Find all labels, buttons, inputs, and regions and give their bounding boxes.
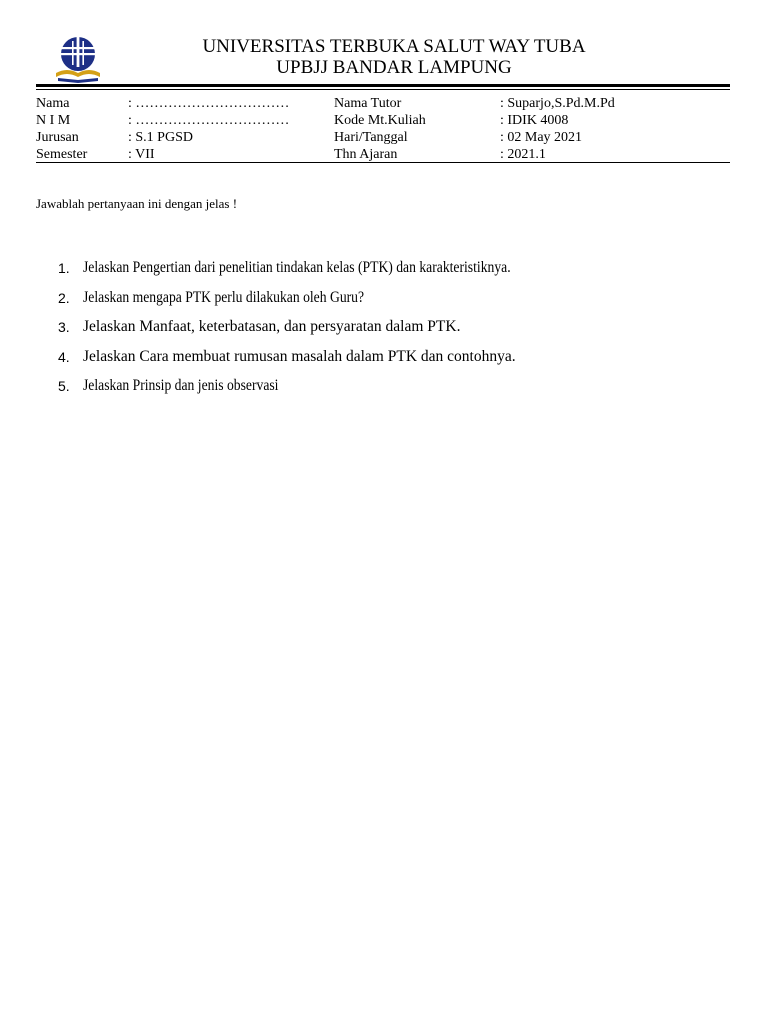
institution-title: UNIVERSITAS TERBUKA SALUT WAY TUBA <box>202 36 586 57</box>
tutor-value: : Suparjo,S.Pd.M.Pd <box>500 96 615 111</box>
student-info-block <box>36 95 730 163</box>
academic-year-label: Thn Ajaran <box>334 147 398 162</box>
nim-label: N I M <box>36 113 71 128</box>
question-text: Jelaskan Prinsip dan jenis observasi <box>83 377 279 394</box>
question-text: Jelaskan Cara membuat rumusan masalah dalam PTK dan contohnya. <box>83 347 516 365</box>
question-text: Jelaskan mengapa PTK perlu dilakukan oleh Guru? <box>83 288 365 306</box>
unit-title: UPBJJ BANDAR LAMPUNG <box>276 57 512 78</box>
question-text: Jelaskan Pengertian dari penelitian tindakan kelas (PTK) dan karakteristiknya. <box>83 259 511 276</box>
info-divider <box>36 162 730 163</box>
question-number: 2. <box>58 289 70 306</box>
question-item <box>58 376 718 406</box>
question-item <box>58 317 718 347</box>
info-row-semester <box>36 146 730 163</box>
info-row-nama <box>36 95 730 112</box>
date-label: Hari/Tanggal <box>334 130 408 145</box>
course-code-label: Kode Mt.Kuliah <box>334 113 426 128</box>
question-item <box>58 347 718 377</box>
academic-year-value: : 2021.1 <box>500 147 546 162</box>
question-number: 3. <box>58 319 70 335</box>
info-row-nim <box>36 112 730 129</box>
question-number: 1. <box>58 260 70 276</box>
semester-label: Semester <box>36 147 88 162</box>
question-item <box>58 258 718 288</box>
nama-value: : …………………………… <box>128 96 290 111</box>
nim-value: : …………………………… <box>128 113 290 128</box>
question-number: 4. <box>58 348 70 365</box>
nama-label: Nama <box>36 96 70 111</box>
header-divider-thin <box>36 89 730 90</box>
question-number: 5. <box>58 378 70 394</box>
question-text: Jelaskan Manfaat, keterbatasan, dan persyaratan dalam PTK. <box>83 318 461 335</box>
question-item <box>58 288 718 318</box>
instruction-text: Jawablah pertanyaan ini dengan jelas ! <box>36 196 238 211</box>
jurusan-label: Jurusan <box>36 130 79 145</box>
tutor-label: Nama Tutor <box>334 96 402 111</box>
date-value: : 02 May 2021 <box>500 130 583 145</box>
university-logo-icon <box>52 33 104 85</box>
course-code-value: : IDIK 4008 <box>500 113 569 128</box>
question-list <box>58 258 718 406</box>
info-row-jurusan <box>36 129 730 146</box>
header-divider <box>36 84 730 87</box>
semester-value: : VII <box>128 147 155 162</box>
jurusan-value: : S.1 PGSD <box>128 130 193 145</box>
